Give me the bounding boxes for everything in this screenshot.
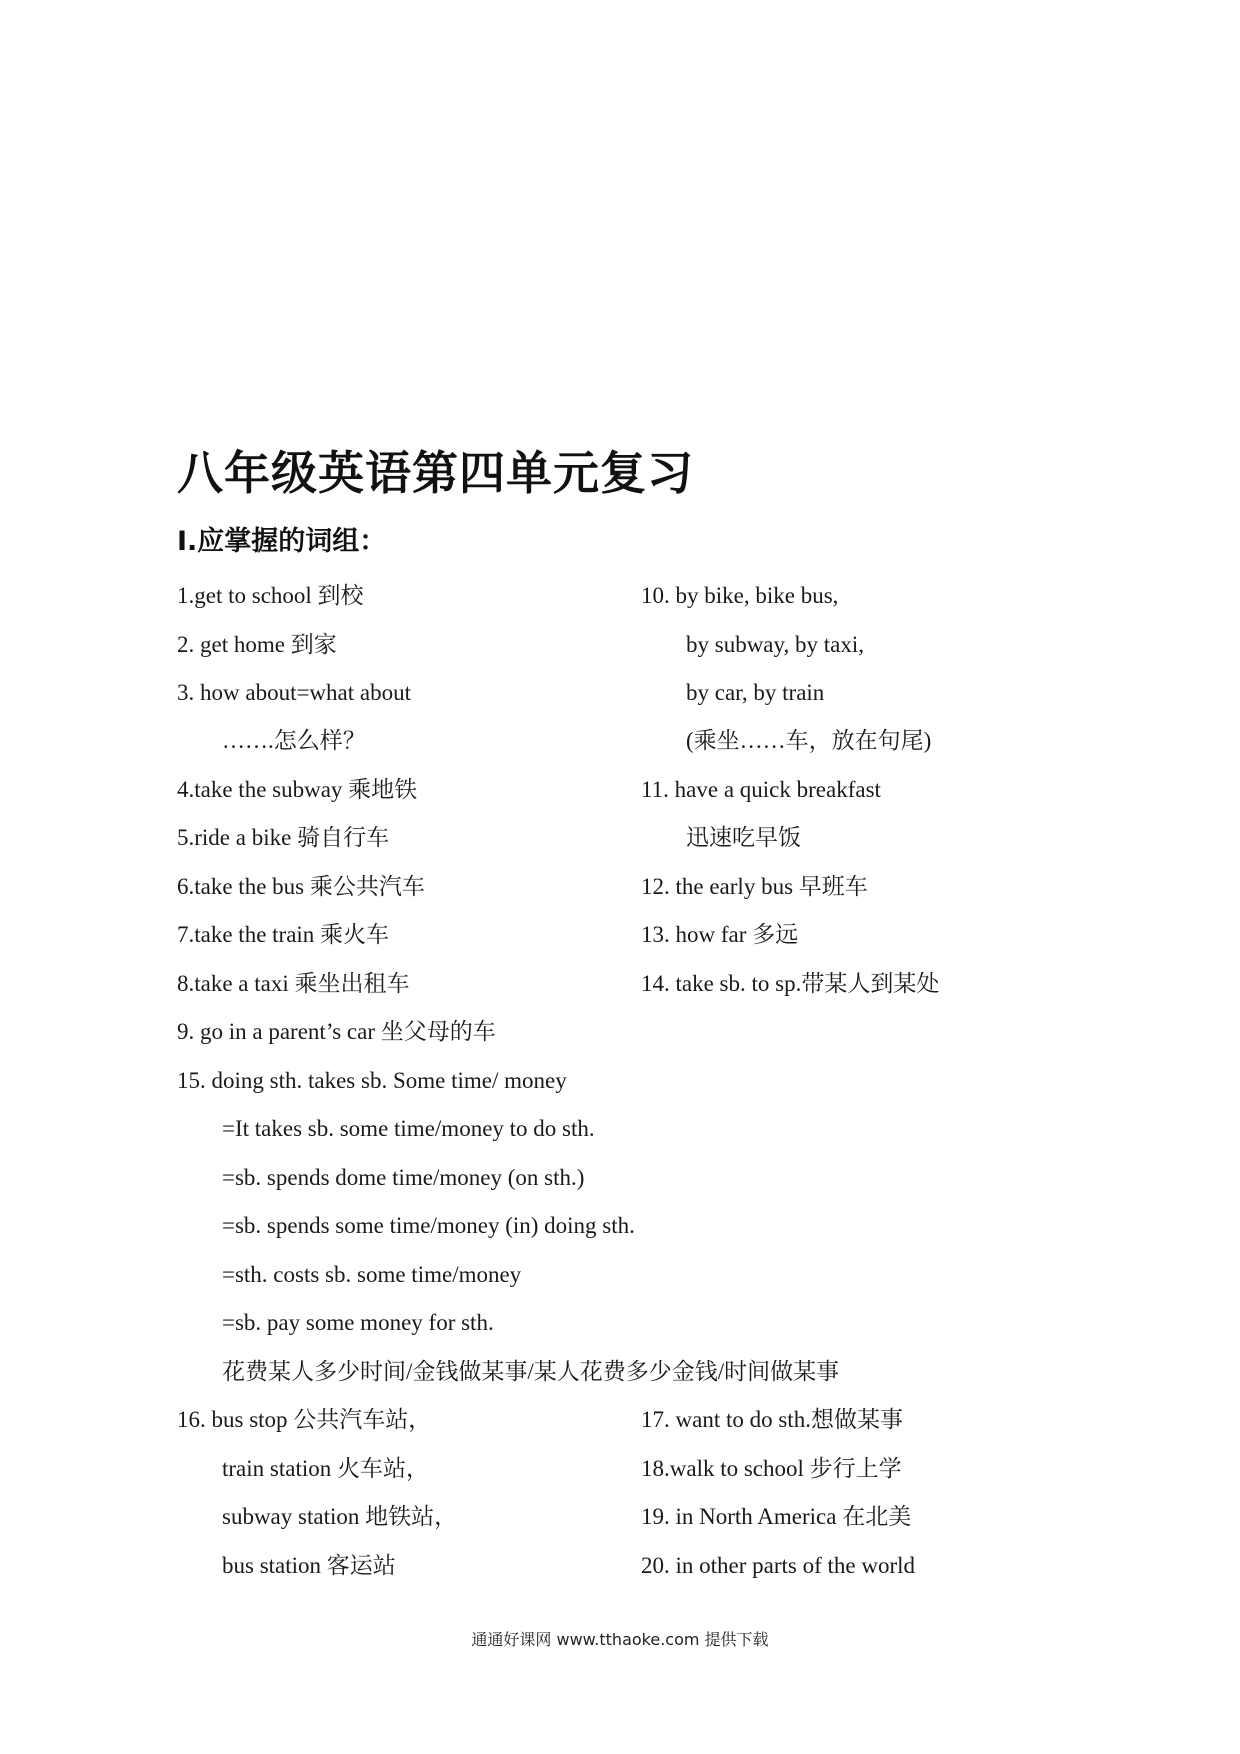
page-title: 八年级英语第四单元复习 xyxy=(177,446,694,500)
phrase-equivalent: =sb. pay some money for sth. xyxy=(222,1310,494,1335)
phrase-item: 12. the early bus 早班车 xyxy=(641,874,868,899)
phrase-item: 19. in North America 在北美 xyxy=(641,1504,912,1529)
phrase-item-continued: bus station 客运站 xyxy=(222,1553,396,1578)
phrase-item: 3. how about=what about xyxy=(177,680,411,705)
phrase-item-translation: 迅速吃早饭 xyxy=(686,825,801,850)
phrase-item: 20. in other parts of the world xyxy=(641,1553,916,1578)
phrase-item-translation: …….怎么样？ xyxy=(222,728,366,753)
phrase-item: 18.walk to school 步行上学 xyxy=(641,1456,902,1481)
phrase-item: 16. bus stop 公共汽车站， xyxy=(177,1407,432,1432)
phrase-item: 5.ride a bike 骑自行车 xyxy=(177,825,390,850)
phrase-item: 11. have a quick breakfast xyxy=(641,777,881,802)
phrase-equivalent: =sth. costs sb. some time/money xyxy=(222,1262,522,1287)
phrase-item-continued: by subway, by taxi, xyxy=(686,632,865,657)
page-footer: 通通好课网 www.tthaoke.com 提供下载 xyxy=(471,1630,769,1649)
phrase-item: 10. by bike, bike bus, xyxy=(641,583,839,608)
phrase-item-continued: subway station 地铁站， xyxy=(222,1504,458,1529)
phrase-item: 4.take the subway 乘地铁 xyxy=(177,777,418,802)
phrase-item-continued: by car, by train xyxy=(686,680,825,705)
phrase-item: 13. how far 多远 xyxy=(641,922,799,947)
phrase-equivalent: =sb. spends some time/money (in) doing sth. xyxy=(222,1213,635,1238)
phrase-item: 2. get home 到家 xyxy=(177,632,337,657)
phrase-item-translation: (乘坐……车，放在句尾) xyxy=(686,728,932,753)
phrase-item: 17. want to do sth.想做某事 xyxy=(641,1407,903,1432)
phrase-equivalent: =sb. spends dome time/money (on sth.) xyxy=(222,1165,585,1190)
phrase-item-continued: train station 火车站， xyxy=(222,1456,429,1481)
phrase-item: 15. doing sth. takes sb. Some time/ money xyxy=(177,1068,567,1093)
phrase-item: 8.take a taxi 乘坐出租车 xyxy=(177,971,410,996)
phrase-item: 9. go in a parent’s car 坐父母的车 xyxy=(177,1019,496,1044)
phrase-item: 14. take sb. to sp.带某人到某处 xyxy=(641,971,940,996)
phrase-equivalent: =It takes sb. some time/money to do sth. xyxy=(222,1116,595,1141)
phrase-item-translation: 花费某人多少时间/金钱做某事/某人花费多少金钱/时间做某事 xyxy=(222,1359,840,1384)
section-heading: I.应掌握的词组： xyxy=(177,526,387,557)
phrase-item: 7.take the train 乘火车 xyxy=(177,922,390,947)
phrase-item: 6.take the bus 乘公共汽车 xyxy=(177,874,425,899)
phrase-item: 1.get to school 到校 xyxy=(177,583,364,608)
